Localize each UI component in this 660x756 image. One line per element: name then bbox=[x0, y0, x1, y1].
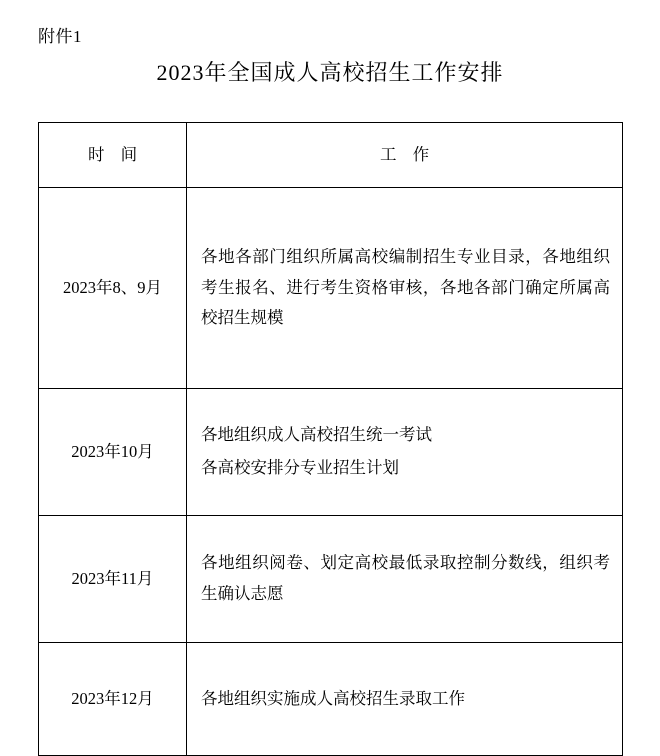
work-line: 各高校安排分专业招生计划 bbox=[201, 458, 399, 477]
page-title: 2023年全国成人高校招生工作安排 bbox=[156, 60, 504, 85]
table-row bbox=[39, 188, 623, 389]
table-row bbox=[39, 389, 623, 516]
work-line: 各地组织实施成人高校招生录取工作 bbox=[201, 688, 465, 708]
cell-work bbox=[187, 188, 623, 389]
table-row bbox=[39, 643, 623, 756]
work-line: 各地各部门组织所属高校编制招生专业目录，各地组织考生报名、进行考生资格审核，各地各部门确定所属高校招生规模 bbox=[201, 247, 610, 328]
column-header-work: 工 作 bbox=[187, 123, 623, 188]
cell-time: 2023年11月 bbox=[39, 516, 187, 643]
cell-work bbox=[187, 643, 623, 756]
cell-work bbox=[187, 389, 623, 516]
table-row bbox=[39, 516, 623, 643]
attachment-label: 附件1 bbox=[38, 27, 82, 46]
schedule-table bbox=[38, 122, 623, 756]
work-line: 各地组织成人高校招生统一考试 bbox=[201, 425, 432, 445]
column-header-time: 时 间 bbox=[39, 123, 187, 188]
cell-time: 2023年10月 bbox=[39, 389, 187, 516]
table-header-row bbox=[39, 123, 623, 188]
cell-time: 2023年12月 bbox=[39, 643, 187, 756]
cell-time: 2023年8、9月 bbox=[39, 188, 187, 389]
work-line: 各地组织阅卷、划定高校最低录取控制分数线，组织考生确认志愿 bbox=[201, 553, 610, 603]
cell-work bbox=[187, 516, 623, 643]
